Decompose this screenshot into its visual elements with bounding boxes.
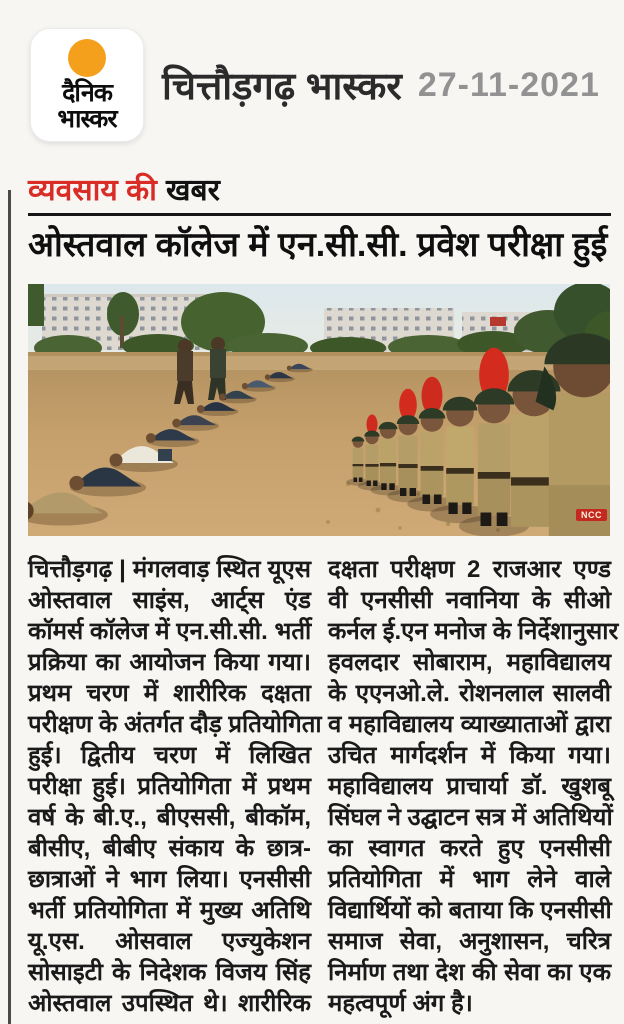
text-line: प्रतियोगिता में भाग लेने वाले: [328, 866, 611, 893]
text-line: भर्ती प्रतियोगिता में मुख्य अतिथि: [28, 897, 311, 924]
text-line: विद्यार्थियों को बताया कि एनसीसी: [328, 897, 612, 924]
text-line: ओस्तवाल उपस्थित थे। शारीरिक: [28, 990, 311, 1017]
kicker-black-text: खबर: [165, 174, 220, 207]
text-line: महाविद्यालय प्राचार्या डॉ. खुशबू: [328, 773, 611, 800]
text-line: वर्ष के बी.ए., बीएससी, बीकॉम,: [28, 804, 311, 831]
dainik-bhaskar-logo: [30, 28, 144, 142]
text-line: प्रथम चरण में शारीरिक दक्षता: [28, 680, 311, 707]
text-line: प्रक्रिया का आयोजन किया गया।: [28, 649, 311, 676]
text-line: यू.एस. ओसवाल एज्युकेशन: [28, 928, 311, 955]
sun-icon: [68, 39, 106, 77]
text-line: हवलदार सोबाराम, महाविद्यालय: [328, 649, 611, 676]
article-photo: [28, 284, 610, 536]
text-line: कर्नल ई.एन मनोज के निर्देशानुसार: [328, 618, 619, 645]
logo-text-line1: दैनिक: [62, 78, 112, 107]
text-column-left: [28, 554, 322, 1019]
text-line: चित्तौड़गढ़ | मंगलवाड़ स्थित यूएस: [28, 556, 311, 583]
text-line: महत्वपूर्ण अंग है।: [328, 990, 473, 1017]
text-line: ओस्तवाल साइंस, आर्ट्स एंड: [28, 587, 311, 614]
text-line: कॉमर्स कॉलेज में एन.सी.सी. भर्ती: [28, 618, 312, 645]
text-line: सिंघल ने उद्घाटन सत्र में अतिथियों: [328, 804, 613, 831]
ncc-badge: NCC: [576, 509, 607, 521]
text-line: परीक्षण के अंतर्गत दौड़ प्रतियोगिता: [28, 711, 322, 738]
clip-edge-line: [8, 190, 11, 1024]
text-line: के एएनओ.ले. रोशनलाल सालवी: [328, 680, 611, 707]
text-line: बीसीए, बीबीए संकाय के छात्र-: [28, 835, 311, 862]
text-line: सोसाइटी के निदेशक विजय सिंह: [28, 959, 311, 986]
headline: ओस्तवाल कॉलेज में एन.सी.सी. प्रवेश परीक्षा हुई: [28, 226, 608, 264]
edition-title: चित्तौड़गढ़ भास्कर: [162, 66, 402, 108]
text-line: का स्वागत करते हुए एनसीसी: [328, 835, 611, 862]
article: [28, 172, 619, 1019]
text-line: व महाविद्यालय व्याख्याताओं द्वारा: [328, 711, 611, 738]
body-columns: [28, 554, 619, 1019]
text-line: उचित मार्गदर्शन में किया गया।: [328, 742, 611, 769]
text-line: वी एनसीसी नवानिया के सीओ: [328, 587, 611, 614]
text-line: हुई। द्वितीय चरण में लिखित: [28, 742, 311, 769]
logo-text-line2: भास्कर: [57, 104, 117, 133]
section-kicker: [28, 172, 611, 210]
text-line: दक्षता परीक्षण 2 राजआर एण्ड: [328, 556, 611, 583]
kicker-underline: [28, 213, 611, 216]
masthead: [30, 28, 608, 142]
text-line: परीक्षा हुई। प्रतियोगिता में प्रथम: [28, 773, 311, 800]
photo-illustration: [28, 284, 610, 536]
kicker-red-text: व्यवसाय की: [28, 174, 157, 207]
edition-date: 27-11-2021: [417, 65, 600, 104]
text-line: निर्माण तथा देश की सेवा का एक: [328, 959, 611, 986]
text-line: छात्राओं ने भाग लिया। एनसीसी: [28, 866, 311, 893]
text-column-right: [328, 554, 619, 1019]
text-line: समाज सेवा, अनुशासन, चरित्र: [328, 928, 611, 955]
